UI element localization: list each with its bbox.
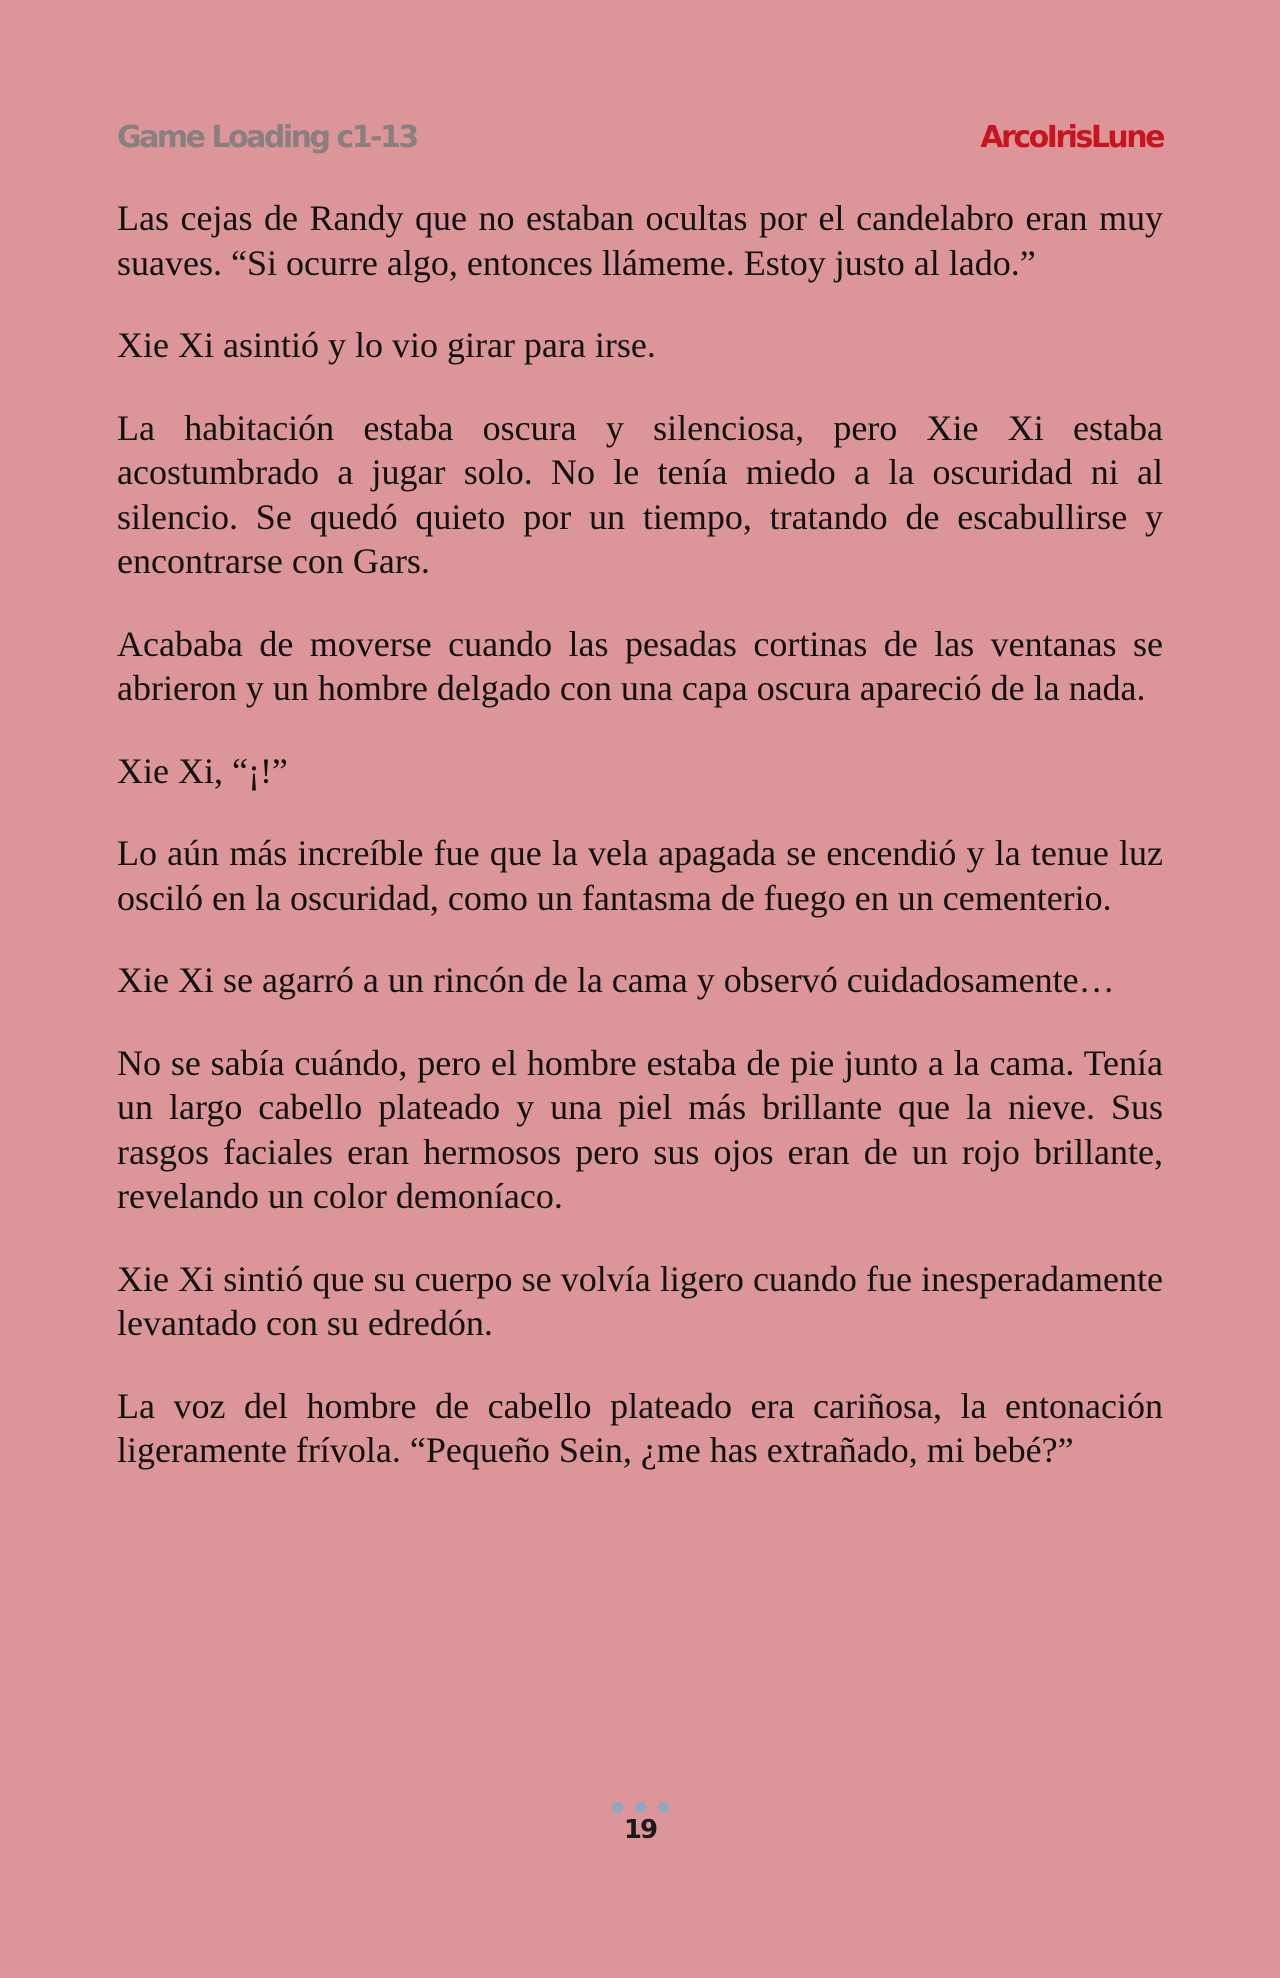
paragraph: Acababa de moverse cuando las pesadas cortinas de las ventanas se abrieron y un hombre delgado con una capa oscura apareció de la nada. <box>117 623 1163 708</box>
paragraph: Xie Xi asintió y lo vio girar para irse. <box>117 325 656 365</box>
paragraph: Las cejas de Randy que no estaban ocultas por el candelabro eran muy suaves. “Si ocurre algo, entonces llámeme. Estoy justo al lado.” <box>117 198 1163 283</box>
paragraph: La voz del hombre de cabello plateado era cariñosa, la entonación ligeramente frívola. “Pequeño Sein, ¿me has extrañado, mi bebé?” <box>117 1385 1163 1470</box>
dot-icon <box>658 1802 669 1813</box>
paragraph: No se sabía cuándo, pero el hombre estaba de pie junto a la cama. Tenía un largo cabello plateado y una piel más brillante que la nieve. Sus rasgos faciales eran hermosos pero sus ojos eran de un rojo brillante, revelando un color demoníaco. <box>117 1042 1163 1216</box>
book-title: Game Loading c1-13 <box>117 120 417 155</box>
paragraph: Xie Xi se agarró a un rincón de la cama y observó cuidadosamente… <box>117 960 1115 1000</box>
page-number: 19 <box>623 1815 657 1845</box>
page-body <box>117 196 1163 1511</box>
paragraph: Xie Xi sintió que su cuerpo se volvía ligero cuando fue inesperadamente levantado con su edredón. <box>117 1258 1163 1343</box>
translator-name: ArcoIrisLune <box>980 120 1163 155</box>
dot-icon <box>635 1802 646 1813</box>
page-footer <box>590 1802 690 1845</box>
page-header <box>117 120 1163 164</box>
dot-icon <box>612 1802 623 1813</box>
ornament-dots <box>590 1802 690 1814</box>
paragraph: Xie Xi, “¡!” <box>117 750 288 791</box>
paragraph: Lo aún más increíble fue que la vela apagada se encendió y la tenue luz osciló en la oscuridad, como un fantasma de fuego en un cementerio. <box>117 833 1163 918</box>
paragraph: La habitación estaba oscura y silenciosa, pero Xie Xi estaba acostumbrado a jugar solo. No le tenía miedo a la oscuridad ni al silencio. Se quedó quieto por un tiempo, tratando de escabullirse y encontrarse con Gars. <box>117 407 1163 581</box>
